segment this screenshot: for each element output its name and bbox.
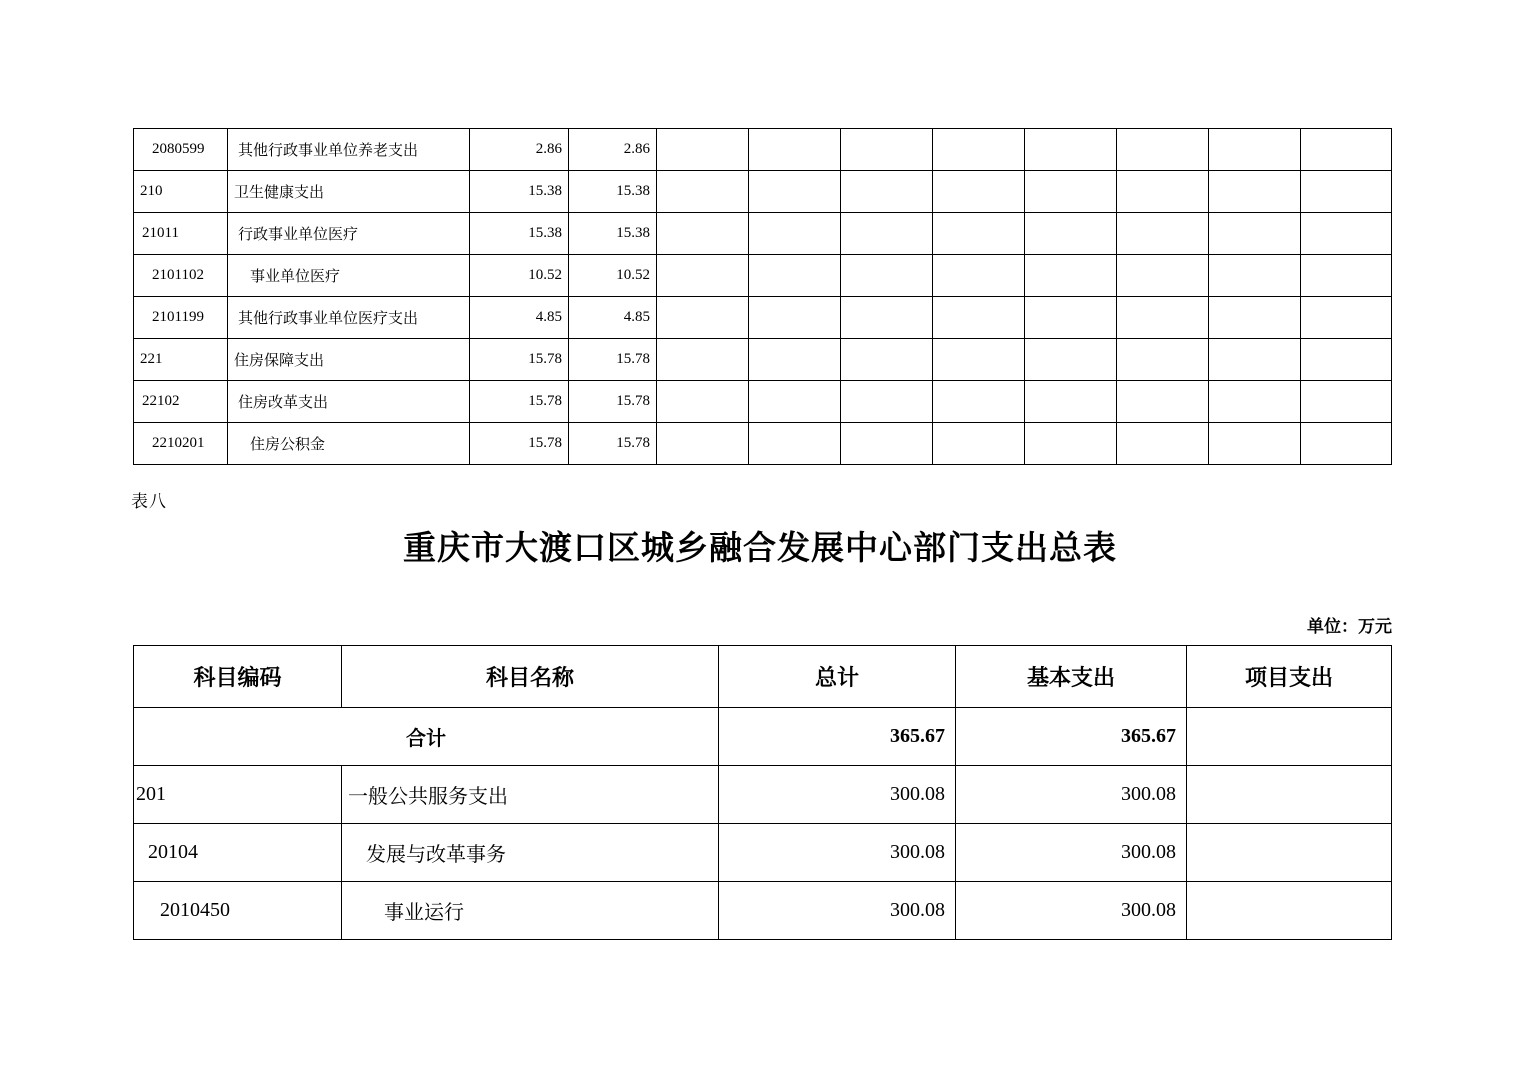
cell-value <box>1117 255 1209 297</box>
cell-basic-expenditure: 300.08 <box>956 766 1187 824</box>
cell-subject-name: 住房改革支出 <box>228 381 470 423</box>
cell-value <box>1025 381 1117 423</box>
cell-value <box>749 423 841 465</box>
cell-value: 15.38 <box>470 171 569 213</box>
table-row <box>134 255 1392 297</box>
cell-value <box>1117 381 1209 423</box>
cell-value <box>1301 129 1392 171</box>
cell-value <box>1025 297 1117 339</box>
expenditure-detail-table-continued <box>133 128 1391 465</box>
cell-subject-name: 一般公共服务支出 <box>342 766 719 824</box>
table-row <box>134 129 1392 171</box>
cell-value <box>1025 255 1117 297</box>
cell-value <box>1301 255 1392 297</box>
table-row <box>134 297 1392 339</box>
cell-value: 15.38 <box>569 213 657 255</box>
page-title: 重庆市大渡口区城乡融合发展中心部门支出总表 <box>403 531 1117 567</box>
table-row <box>134 171 1392 213</box>
cell-value <box>933 171 1025 213</box>
cell-value: 4.85 <box>470 297 569 339</box>
cell-value <box>1209 423 1301 465</box>
cell-value <box>841 129 933 171</box>
cell-value <box>1209 297 1301 339</box>
cell-value: 15.78 <box>470 339 569 381</box>
total-value-total: 365.67 <box>719 708 956 766</box>
summary-table-body <box>134 708 1392 940</box>
cell-value: 10.52 <box>569 255 657 297</box>
cell-project-expenditure <box>1187 766 1392 824</box>
cell-value <box>841 255 933 297</box>
cell-value <box>1117 171 1209 213</box>
cell-value <box>749 381 841 423</box>
cell-value: 2.86 <box>470 129 569 171</box>
cell-value <box>1301 423 1392 465</box>
cell-subject-name: 住房保障支出 <box>228 339 470 381</box>
cell-subject-name: 住房公积金 <box>228 423 470 465</box>
cell-value <box>1025 423 1117 465</box>
cell-subject-name: 行政事业单位医疗 <box>228 213 470 255</box>
cell-value <box>1209 171 1301 213</box>
cell-project-expenditure <box>1187 824 1392 882</box>
cell-total: 300.08 <box>719 882 956 940</box>
cell-value: 15.38 <box>470 213 569 255</box>
cell-value: 15.78 <box>470 423 569 465</box>
cell-subject-code: 201 <box>134 766 342 824</box>
cell-subject-code: 2010450 <box>134 882 342 940</box>
cell-value <box>749 339 841 381</box>
cell-value <box>657 213 749 255</box>
cell-value <box>657 423 749 465</box>
header-subject-name: 科目名称 <box>342 646 719 708</box>
cell-value <box>933 381 1025 423</box>
cell-subject-code: 2101102 <box>134 255 228 297</box>
cell-value <box>1301 381 1392 423</box>
header-subject-code: 科目编码 <box>134 646 342 708</box>
cell-value <box>657 381 749 423</box>
table-row <box>134 824 1392 882</box>
cell-subject-code: 210 <box>134 171 228 213</box>
table-row <box>134 213 1392 255</box>
department-expenditure-summary-table <box>133 645 1391 940</box>
cell-value <box>933 423 1025 465</box>
cell-subject-code: 2101199 <box>134 297 228 339</box>
cell-value <box>933 129 1025 171</box>
cell-basic-expenditure: 300.08 <box>956 882 1187 940</box>
cell-value <box>841 381 933 423</box>
cell-value <box>1301 339 1392 381</box>
cell-value <box>749 255 841 297</box>
cell-value <box>1209 213 1301 255</box>
cell-value <box>1117 297 1209 339</box>
cell-subject-code: 22102 <box>134 381 228 423</box>
cell-value: 10.52 <box>470 255 569 297</box>
cell-value <box>1301 171 1392 213</box>
summary-table-header <box>134 646 1392 708</box>
cell-value <box>841 171 933 213</box>
cell-value <box>1025 171 1117 213</box>
cell-value <box>657 339 749 381</box>
cell-value <box>1025 129 1117 171</box>
cell-total: 300.08 <box>719 766 956 824</box>
cell-value <box>1301 297 1392 339</box>
cell-subject-name: 事业单位医疗 <box>228 255 470 297</box>
cell-value <box>1209 255 1301 297</box>
header-basic-expenditure: 基本支出 <box>956 646 1187 708</box>
cell-value <box>1117 129 1209 171</box>
cell-subject-name: 其他行政事业单位医疗支出 <box>228 297 470 339</box>
cell-project-expenditure <box>1187 882 1392 940</box>
cell-value <box>749 213 841 255</box>
header-total: 总计 <box>719 646 956 708</box>
cell-subject-code: 21011 <box>134 213 228 255</box>
cell-value: 4.85 <box>569 297 657 339</box>
cell-subject-name: 事业运行 <box>342 882 719 940</box>
cell-subject-code: 221 <box>134 339 228 381</box>
cell-value <box>841 297 933 339</box>
cell-value <box>1301 213 1392 255</box>
detail-table-body <box>134 129 1392 465</box>
cell-value <box>1117 423 1209 465</box>
cell-value: 2.86 <box>569 129 657 171</box>
table-row-total <box>134 708 1392 766</box>
table-row <box>134 423 1392 465</box>
cell-value: 15.78 <box>569 339 657 381</box>
total-label: 合计 <box>134 708 719 766</box>
cell-value <box>841 423 933 465</box>
table-section-label: 表八 <box>131 492 167 511</box>
cell-subject-name: 卫生健康支出 <box>228 171 470 213</box>
cell-value <box>657 297 749 339</box>
table-row <box>134 339 1392 381</box>
cell-value <box>933 213 1025 255</box>
table-row <box>134 882 1392 940</box>
cell-value <box>657 171 749 213</box>
cell-value <box>1117 339 1209 381</box>
total-value-basic: 365.67 <box>956 708 1187 766</box>
cell-value <box>1025 339 1117 381</box>
cell-value: 15.78 <box>569 423 657 465</box>
summary-table <box>133 645 1392 940</box>
cell-total: 300.08 <box>719 824 956 882</box>
cell-subject-code: 20104 <box>134 824 342 882</box>
cell-subject-code: 2080599 <box>134 129 228 171</box>
detail-table <box>133 128 1392 465</box>
header-row <box>134 646 1392 708</box>
cell-value <box>749 171 841 213</box>
cell-value <box>749 297 841 339</box>
cell-value <box>933 339 1025 381</box>
cell-subject-name: 其他行政事业单位养老支出 <box>228 129 470 171</box>
unit-note: 单位：万元 <box>1307 617 1392 636</box>
cell-value <box>841 213 933 255</box>
cell-value: 15.78 <box>569 381 657 423</box>
cell-value: 15.78 <box>470 381 569 423</box>
cell-basic-expenditure: 300.08 <box>956 824 1187 882</box>
cell-value <box>1209 339 1301 381</box>
table-row <box>134 381 1392 423</box>
cell-value <box>1209 381 1301 423</box>
cell-value <box>1117 213 1209 255</box>
cell-subject-code: 2210201 <box>134 423 228 465</box>
cell-value <box>1025 213 1117 255</box>
cell-value: 15.38 <box>569 171 657 213</box>
cell-subject-name: 发展与改革事务 <box>342 824 719 882</box>
total-value-project <box>1187 708 1392 766</box>
cell-value <box>657 129 749 171</box>
cell-value <box>1209 129 1301 171</box>
cell-value <box>749 129 841 171</box>
cell-value <box>933 255 1025 297</box>
cell-value <box>933 297 1025 339</box>
header-project-expenditure: 项目支出 <box>1187 646 1392 708</box>
cell-value <box>841 339 933 381</box>
table-row <box>134 766 1392 824</box>
cell-value <box>657 255 749 297</box>
